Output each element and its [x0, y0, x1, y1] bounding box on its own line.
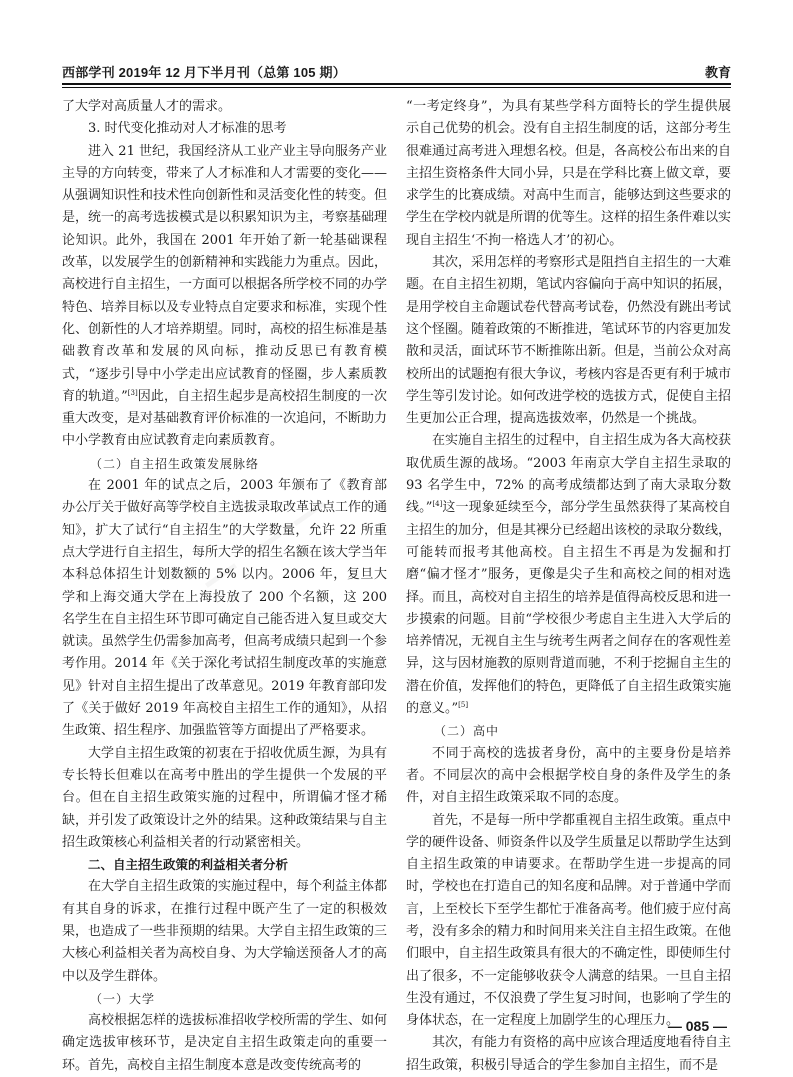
header-rule-thick	[62, 83, 731, 85]
paragraph: 在大学自主招生政策的实施过程中，每个利益主体都有其自身的诉求，在推行过程中既产生了一定的积极效果，也造成了一些非预期的结果。大学自主招生政策的三大核心利益相关者为高校自身、为大学输送预备人才的高中以及学生群体。	[62, 879, 388, 984]
paragraph	[62, 141, 387, 453]
paragraph-text: 这一现象延续至今，部分学生虽然获得了某高校自主招生的加分，但是其裸分已经超出该校的录取分数线，可能转而报考其他高校。自主招生不再是为发掘和打磨“偏才怪才”服务，更像是尖子生和高校之间的相对选择。而且，高校对自主招生的培养是值得高校反思和进一步摸索的问题。目前“学校很少考虑自主生进入大学后的培养情况，无视自主生与统考生两者之间存在的客观性差异，这与因材施教的原则背道而驰，不利于挖掘自主生的潜在价值，发挥他们的特色，更降低了自主招生政策实施的意义。”	[406, 500, 732, 717]
paragraph: “一考定终身”，为具有某些学科方面特长的学生提供展示自己优势的机会。没有自主招生制度的话，这部分考生很难通过高考进入理想名校。但是，各高校公布出来的自主招生资格条件大同小异，只是在学科比赛上做文章，要求学生的比赛成绩。对高中生而言，能够达到这些要求的学生在学校内就是所谓的优等生。这样的招生条件难以实现自主招生‘不拘一格选人才’的初心。	[406, 99, 732, 248]
section-label: 教育	[704, 65, 731, 80]
paragraph: 高校根据怎样的选拔标准招收学校所需的学生、如何确定选拔审核环节，是决定自主招生政策走向的重要一环。首先，高校自主招生制度本意是改变传统高考的	[62, 1013, 388, 1073]
header-rule-thin	[62, 87, 731, 88]
journal-title: 西部学刊 2019年 12 月下半月刊（总第 105 期）	[62, 65, 346, 80]
running-header	[62, 60, 731, 82]
paragraph: 了大学对高质量人才的需求。	[62, 99, 232, 114]
subsection-heading: 3. 时代变化推动对人才标准的思考	[88, 121, 287, 137]
left-column	[62, 96, 387, 1077]
paragraph: 不同于高校的选拔者身份，高中的主要身份是培养者。不同层次的高中会根据学校自身的条件及学生的条件，对自主招生政策采取不同的态度。	[406, 745, 731, 806]
paragraph: 大学自主招生政策的初衷在于招收优质生源，为具有专长特长但难以在高考中胜出的学生提供一个发展的平台。但在自主招生政策实施的过程中，所谓偏才怪才稀缺，并引发了政策设计之外的结果。这种政策结果与自主招生政策核心利益相关者的行动紧密相关。	[62, 745, 388, 850]
citation-ref: [5]	[458, 701, 469, 710]
paragraph-text: 因此，自主招生起步是高校招生制度的一次重大改变，是对基础教育评价标准的一次追问，不断助力中小学教育由应试教育走向素质教育。	[62, 388, 388, 449]
citation-ref: [3]	[127, 388, 138, 397]
paragraph: 其次，有能力有资格的高中应该合理适度地看待自主招生政策，积极引导适合的学生参加自主招生，而不是	[406, 1035, 732, 1073]
paragraph-text: 在实施自主招生的过程中，自主招生成为各大高校获取优质生源的战场。“2003 年南京大学自主招生录取的 93 名学生中，72% 的高考成绩都达到了南大录取分数线。”	[406, 433, 732, 516]
paragraph	[406, 430, 731, 720]
page-number: — 085 —	[667, 1018, 727, 1034]
right-column	[406, 96, 731, 1077]
paragraph: 其次，采用怎样的考察形式是阻挡自主招生的一大难题。在自主招生初期，笔试内容偏向于高中知识的拓展，是用学校自主命题试卷代替高考试卷，仍然没有跳出考试这个怪圈。随着政策的不断推进，笔试环节的内容更加发散和灵活，面试环节不断推陈出新。但是，当前公众对高校所出的试题抱有很大争议，考核内容是否更有利于城市学生等引发讨论。如何改进学校的选拔方式，促使自主招生更加公正合理，提高选拔效率，仍然是一个挑战。	[406, 255, 732, 427]
section-heading: （二）自主招生政策发展脉络	[90, 456, 260, 471]
chapter-heading: 二、自主招生政策的利益相关者分析	[88, 857, 289, 873]
section-heading: （一）大学	[90, 991, 156, 1006]
paragraph: 首先，不是每一所中学都重视自主招生政策。重点中学的硬件设备、师资条件以及学生质量足以帮助学生达到自主招生政策的申请要求。在帮助学生进一步提高的同时，学校也在打造自己的知名度和品牌。对于普通中学而言，上至校长下至学生都忙于准备高考。他们疲于应付高考，没有多余的精力和时间用来关注自主招生政策。在他们眼中，自主招生政策具有很大的不确定性，即使师生付出了很多，不一定能够收获令人满意的结果。一旦自主招生没有通过，不仅浪费了学生复习时间，也影响了学生的身体状态，在一定程度上加剧学生的心理压力。	[406, 812, 732, 1029]
section-heading: （二）高中	[434, 724, 500, 739]
paragraph: 在 2001 年的试点之后，2003 年颁布了《教育部办公厅关于做好高等学校自主选拔录取改革试点工作的通知》，扩大了试行“自主招生”的大学数量，允许 22 所重点大学进行自主招生，每所大学的招生名额在该大学当年本科总体招生计划数额的 5% 以内。2006 年，复旦大学和上海交通大学在上海投放了 200 个名额，这 200 名学生在自主招生环节即可确定自己能否进入复旦或交大就读。虽然学生仍需参加高考，但高考成绩只起到一个参考作用。2014 年《关于深化考试招生制度改革的实施意见》针对自主招生提出了改革意见。2019 年教育部印发了《关于做好 2019 年高校自主招生工作的通知》，从招生政策、招生程序、加强监管等方面提出了严格要求。	[62, 478, 388, 739]
paragraph-text: 进入 21 世纪，我国经济从工业产业主导向服务产业主导的方向转变，带来了人才标准和人才需要的变化——从强调知识性和技术性向创新性和灵活变化性的转变。但是，统一的高考选拔模式是以积累知识为主，考察基础理论知识。此外，我国在 2001 年开始了新一轮基础课程改革，以发展学生的创新精神和实践能力为重点。因此，高校进行自主招生，一方面可以根据各所学校不同的办学特色、培养目标以及专业特点自定要求和标准，实现个性化、创新性的人才培养期望。同时，高校的招生标准是基础教育改革和发展的风向标，推动反思已有教育模式，“逐步引导中小学走出应试教育的怪圈，步人素质教育的轨道。”	[62, 143, 388, 404]
citation-ref: [4]	[432, 500, 443, 509]
